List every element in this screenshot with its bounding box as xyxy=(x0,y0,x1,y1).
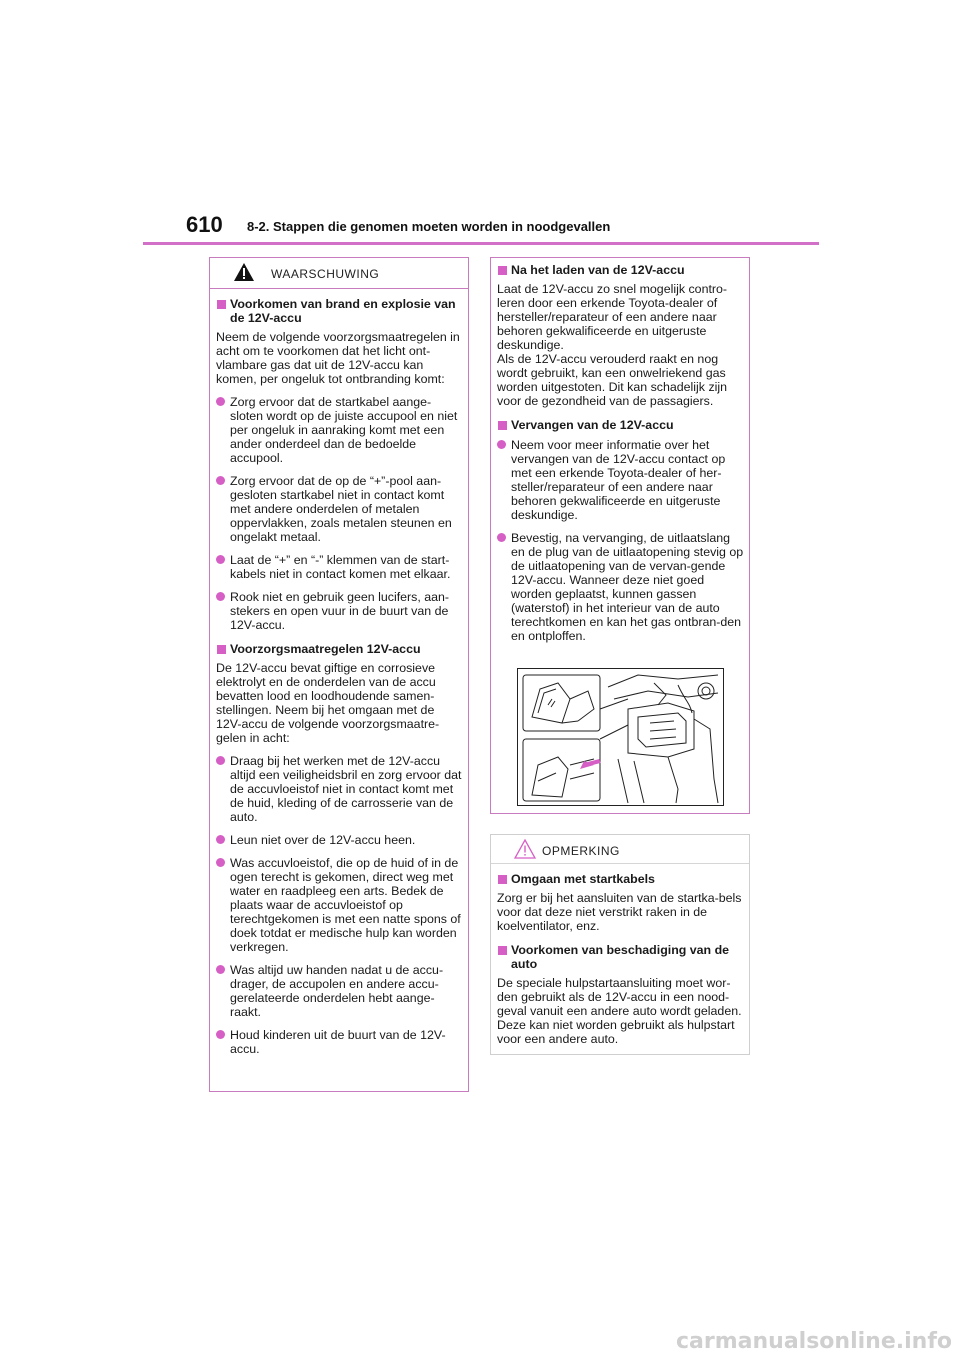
section-heading: Voorkomen van brand en explosie van de 12V-accu xyxy=(216,297,463,325)
caution-triangle-outline-icon xyxy=(514,839,536,859)
warning-box-header xyxy=(210,258,468,289)
warning-heading: WAARSCHUWING xyxy=(271,267,380,281)
bullet-item: Draag bij het werken met de 12V-accu altijd een veiligheidsbril en zorg ervoor dat de accuvloeistof niet in contact komt met de huid, kleding of de carrosserie van de auto. xyxy=(216,754,463,824)
paragraph: Zorg er bij het aansluiten van de startka-bels voor dat deze niet verstrikt raken in de koelventilator, enz. xyxy=(497,891,742,933)
notice-heading: OPMERKING xyxy=(542,844,620,858)
bullet-item: Leun niet over de 12V-accu heen. xyxy=(216,833,463,847)
notice-box xyxy=(490,834,750,1055)
bullet-item: Houd kinderen uit de buurt van de 12V-accu. xyxy=(216,1028,463,1056)
section-heading: Na het laden van de 12V-accu xyxy=(497,263,744,277)
bullet-item: Bevestig, na vervanging, de uitlaatslang en de plug van de uitlaatopening stevig op de uitlaatopening van de vervan-gende 12V-accu. Wanneer deze niet goed worden geplaatst, kunnen gassen (waterstof) in het interieur van de auto terechtkomen en kan het gas ontbran-den en ontploffen. xyxy=(497,531,744,643)
bullet-item: Zorg ervoor dat de startkabel aange-sloten wordt op de juiste accupool en niet per ongeluk in aanraking komt met een ander onderdeel dan de bedoelde accupool. xyxy=(216,395,463,465)
bullet-item: Was accuvloeistof, die op de huid of in de ogen terecht is gekomen, direct weg met water en raadpleeg een arts. Bedek de plaats waar de accuvloeistof op terechtgekomen is met een natte spons of doek totdat er medische hulp kan worden verkregen. xyxy=(216,856,463,954)
bullet-item: Neem voor meer informatie over het vervangen van de 12V-accu contact op met een erkende Toyota-dealer of her-steller/reparateur of een andere naar behoren gekwalificeerde en uitgeruste deskundige. xyxy=(497,438,744,522)
page-number: 610 xyxy=(186,212,223,237)
section-heading: Vervangen van de 12V-accu xyxy=(497,418,744,432)
notice-box-header xyxy=(491,835,749,864)
section-heading: Omgaan met startkabels xyxy=(497,872,744,886)
warning-triangle-icon xyxy=(233,262,255,282)
section-header-title: 8-2. Stappen die genomen moeten worden in noodgevallen xyxy=(247,219,611,234)
watermark: carmanualsonline.info xyxy=(676,1329,952,1354)
section-heading: Voorkomen van beschadiging van de auto xyxy=(497,943,744,971)
bullet-item: Laat de “+” en “-” klemmen van de start-kabels niet in contact komen met elkaar. xyxy=(216,553,463,581)
paragraph: Neem de volgende voorzorgsmaatregelen in acht om te voorkomen dat het licht ont-vlambare gas dat uit de 12V-accu kan komen, per ongeluk tot ontbranding komt: xyxy=(216,330,460,386)
bullet-item: Rook niet en gebruik geen lucifers, aan-stekers en open vuur in de buurt van de 12V-accu. xyxy=(216,590,463,632)
paragraph: De 12V-accu bevat giftige en corrosieve elektrolyt en de onderdelen van de accu bevatten lood en loodhoudende samen-stellingen. Neem bij het omgaan met de 12V-accu de volgende voorzorgsmaatre-gelen in acht: xyxy=(216,661,440,745)
bullet-item: Zorg ervoor dat de op de “+”-pool aan-gesloten startkabel niet in contact komt met andere onderdelen of metalen oppervlakken, zoals metalen steunen en ongelakt metaal. xyxy=(216,474,463,544)
engine-bay-drawing xyxy=(518,669,723,805)
warning-box xyxy=(209,257,469,1092)
bullet-item: Was altijd uw handen nadat u de accu-drager, de accupolen en andere accu-gerelateerde onderdelen hebt aange-raakt. xyxy=(216,963,463,1019)
battery-illustration xyxy=(517,668,724,806)
paragraph: De speciale hulpstartaansluiting moet wor-den gebruikt als de 12V-accu in een nood-geval vanuit een andere auto wordt geladen. Deze kan niet worden gebruikt als hulpstart voor een andere auto. xyxy=(497,976,742,1046)
header-rule xyxy=(143,242,819,245)
section-heading: Voorzorgsmaatregelen 12V-accu xyxy=(216,642,463,656)
paragraph: Laat de 12V-accu zo snel mogelijk contro-leren door een erkende Toyota-dealer of hersteller/reparateur of een andere naar behoren gekwalificeerde en uitgeruste deskundige. Als de 12V-accu verouderd raakt en nog wordt gebruikt, kan een onwelriekend gas worden uitgestoten. Dit kan schadelijk zijn voor de gezondheid van de passagiers. xyxy=(497,282,728,408)
